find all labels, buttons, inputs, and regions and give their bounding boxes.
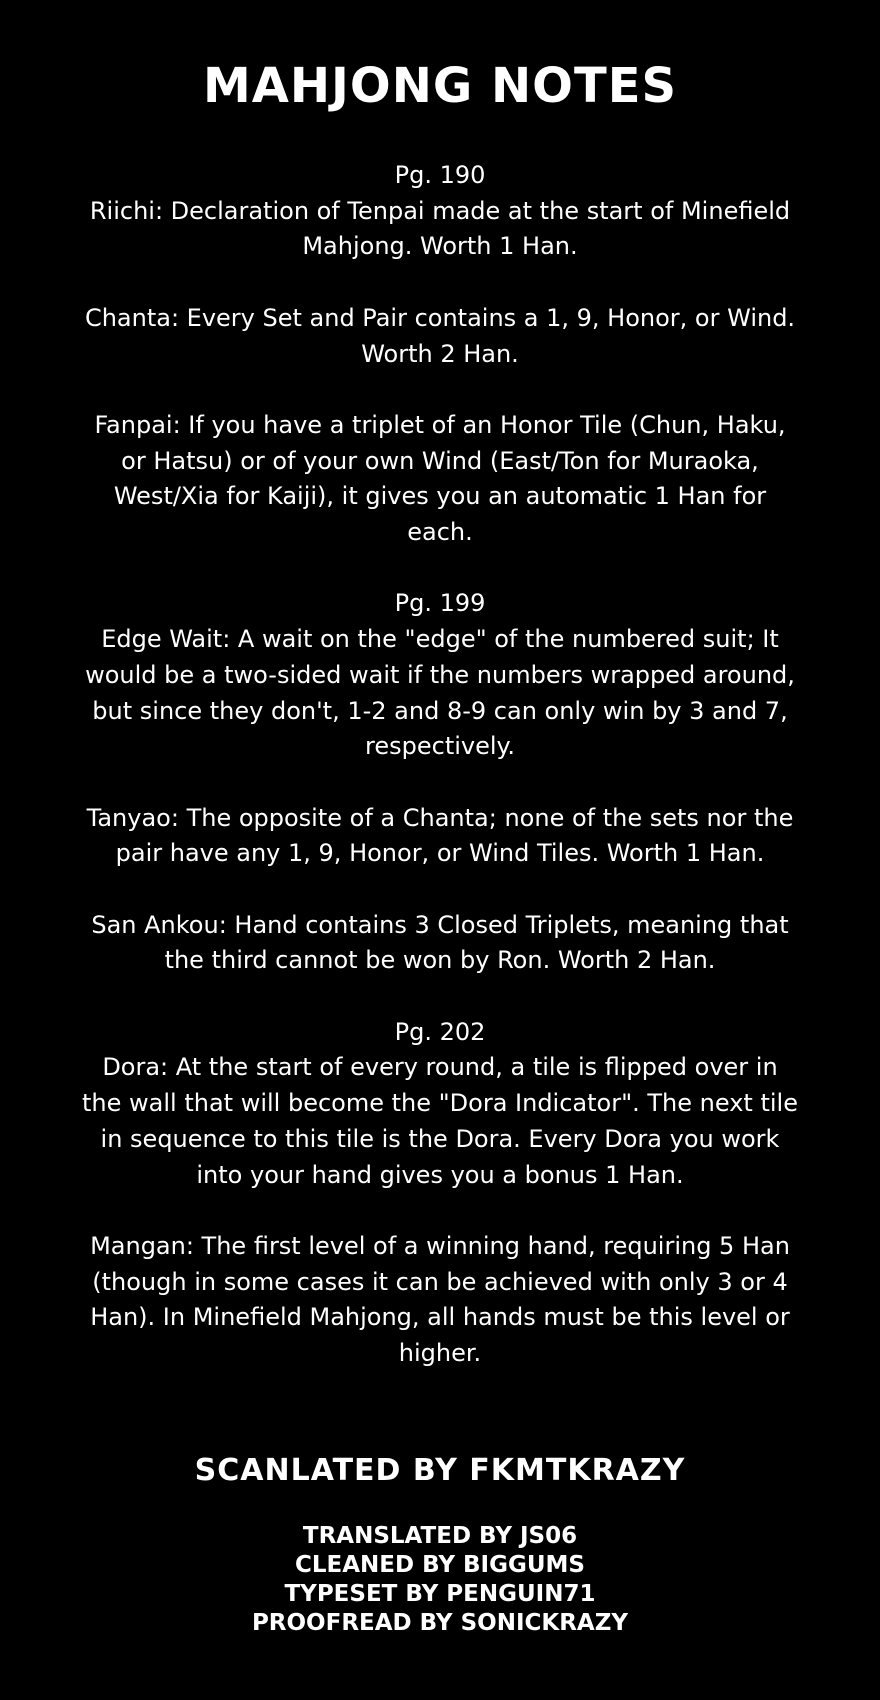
spacer <box>80 1193 800 1229</box>
note-entry-tanyao: Tanyao: The opposite of a Chanta; none of the sets nor the pair have any 1, 9, Honor, or Wind Tiles. Worth 1 Han. <box>86 803 794 868</box>
note-entry-dora: Dora: At the start of every round, a tile is flipped over in the wall that will become the "Dora Indicator". The next tile in sequence to this tile is the Dora. Every Dora you work into your hand gives you a bonus 1 Han. <box>82 1053 798 1189</box>
note-entry-edge-wait: Edge Wait: A wait on the "edge" of the numbered suit; It would be a two-sided wait if the numbers wrapped around, but since they don't, 1-2 and 8-9 can only win by 3 and 7, respectively. <box>85 625 795 761</box>
page-reference: Pg. 199 <box>394 589 486 618</box>
credit-translator: TRANSLATED BY JS06 <box>302 1523 578 1549</box>
note-entry-riichi: Riichi: Declaration of Tenpai made at the start of Minefield Mahjong. Worth 1 Han. <box>89 196 791 261</box>
notes-section-pg-190 <box>80 158 800 586</box>
credit-typesetter: TYPESET BY PENGUIN71 <box>284 1581 596 1607</box>
spacer <box>80 265 800 301</box>
note-entry-fanpai: Fanpai: If you have a triplet of an Honor Tile (Chun, Haku, or Hatsu) or of your own Wind (East/Ton for Muraoka, West/Xia for Kaiji), it gives you an automatic 1 Han for each. <box>94 410 786 546</box>
note-entry-mangan: Mangan: The first level of a winning hand, requiring 5 Han (though in some cases it can be achieved with only 3 or 4 Han). In Minefield Mahjong, all hands must be this level or higher. <box>90 1231 790 1368</box>
note-entry-san-ankou: San Ankou: Hand contains 3 Closed Triplets, meaning that the third cannot be won by Ron. Worth 2 Han. <box>91 910 789 975</box>
page-title: MAHJONG NOTES <box>202 58 678 114</box>
page-reference: Pg. 190 <box>394 161 486 189</box>
spacer <box>80 551 800 587</box>
credit-proofreader: PROOFREAD BY SONICKRAZY <box>251 1610 629 1636</box>
page-reference: Pg. 202 <box>394 1017 486 1046</box>
spacer <box>80 372 800 408</box>
credits-heading: SCANLATED BY FKMTKRAZY <box>194 1453 686 1488</box>
notes-section-pg-199 <box>80 586 800 1014</box>
credit-cleaner: CLEANED BY BIGGUMS <box>294 1552 585 1578</box>
spacer <box>80 872 800 908</box>
spacer <box>80 765 800 801</box>
notes-body <box>80 158 800 1372</box>
spacer <box>80 979 800 1015</box>
notes-section-pg-202 <box>80 1015 800 1372</box>
note-entry-chanta: Chanta: Every Set and Pair contains a 1, 9, Honor, or Wind. Worth 2 Han. <box>84 303 796 368</box>
credits-list <box>0 1522 880 1638</box>
